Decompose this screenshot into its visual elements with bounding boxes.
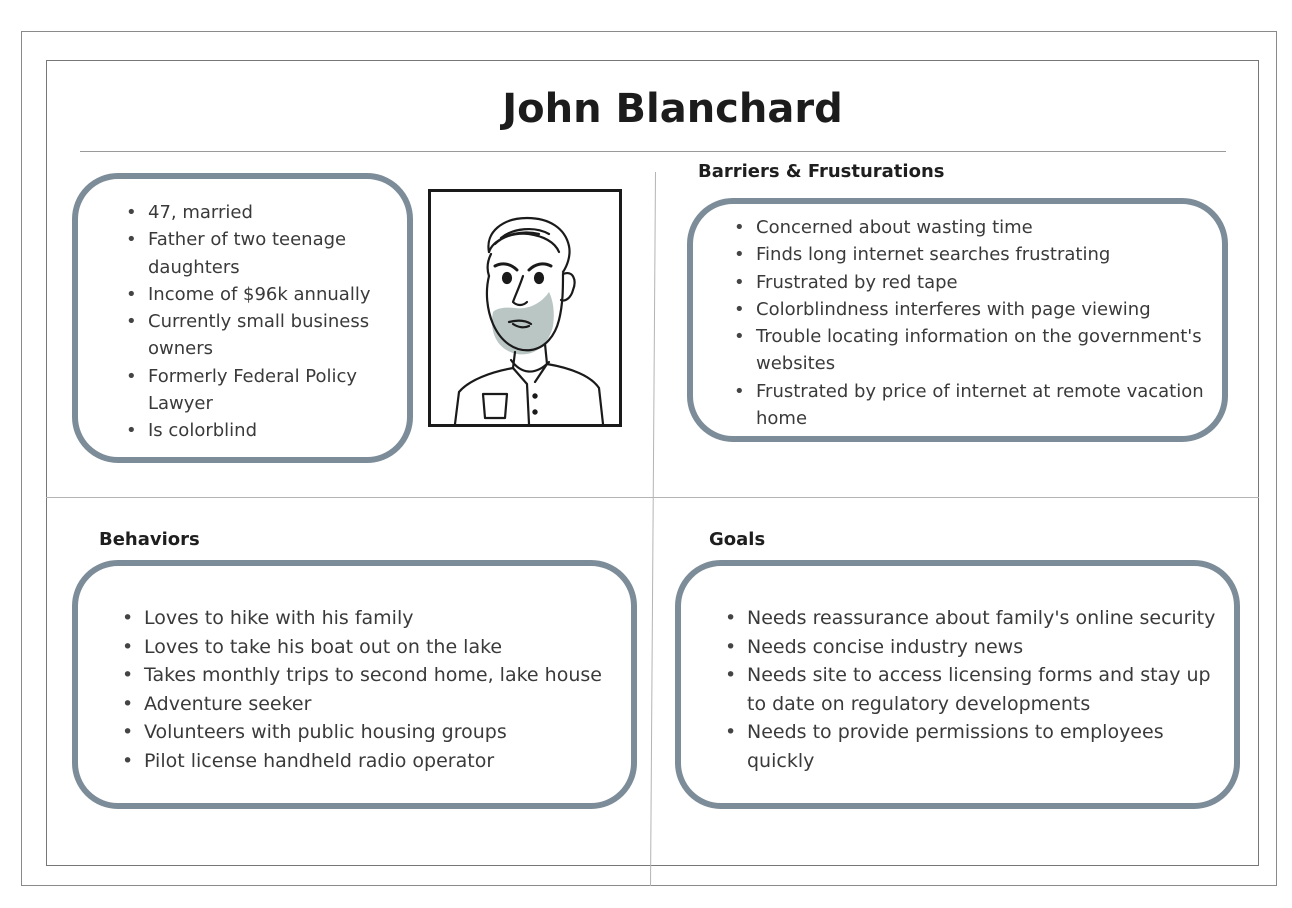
- title-divider: [80, 151, 1226, 152]
- list-item: • Finds long internet searches frustrating: [734, 244, 1111, 266]
- list-item: • Loves to take his boat out on the lake: [122, 635, 503, 658]
- list-item: • Needs concise industry news: [725, 635, 1024, 658]
- goals-list: [725, 604, 1227, 776]
- list-item: • Income of $96k annually: [126, 283, 371, 305]
- list-item: • Needs to provide permissions to employees quickly: [725, 721, 1164, 772]
- list-item: • Formerly Federal Policy Lawyer: [126, 365, 358, 415]
- list-item: • Loves to hike with his family: [122, 607, 414, 629]
- list-item: • Trouble locating information on the government's websites: [734, 326, 1202, 375]
- list-item: • Takes monthly trips to second home, lake house: [122, 664, 602, 687]
- list-item: • Colorblindness interferes with page viewing: [734, 298, 1151, 320]
- profile-list: [126, 199, 398, 445]
- list-item: • Father of two teenage daughters: [126, 229, 347, 278]
- list-item: • Frustrated by price of internet at remote vacation home: [734, 380, 1204, 430]
- list-item: • Volunteers with public housing groups: [122, 721, 507, 744]
- list-item: • Needs site to access licensing forms and stay up to date on regulatory developments: [725, 664, 1211, 715]
- list-item: • Frustrated by red tape: [734, 271, 958, 293]
- portrait-sketch-icon: [431, 192, 619, 424]
- behaviors-list: [122, 604, 624, 776]
- list-item: • Concerned about wasting time: [734, 217, 1033, 238]
- list-item: • Adventure seeker: [122, 692, 312, 715]
- list-item: • Is colorblind: [126, 420, 257, 442]
- barriers-list: [734, 214, 1216, 432]
- list-item: • Needs reassurance about family's online security: [725, 607, 1216, 629]
- behaviors-card: [72, 560, 637, 809]
- persona-portrait: [428, 189, 622, 427]
- persona-name: John Blanchard: [502, 86, 843, 132]
- goals-heading: Goals: [709, 529, 766, 550]
- list-item: • Pilot license handheld radio operator: [122, 749, 495, 772]
- barriers-heading: Barriers & Frusturations: [698, 161, 945, 182]
- list-item: • 47, married: [126, 202, 253, 223]
- goals-card: [675, 560, 1240, 809]
- behaviors-heading: Behaviors: [99, 529, 200, 550]
- profile-card: [72, 173, 413, 463]
- list-item: • Currently small business owners: [126, 311, 370, 360]
- barriers-card: [687, 198, 1228, 442]
